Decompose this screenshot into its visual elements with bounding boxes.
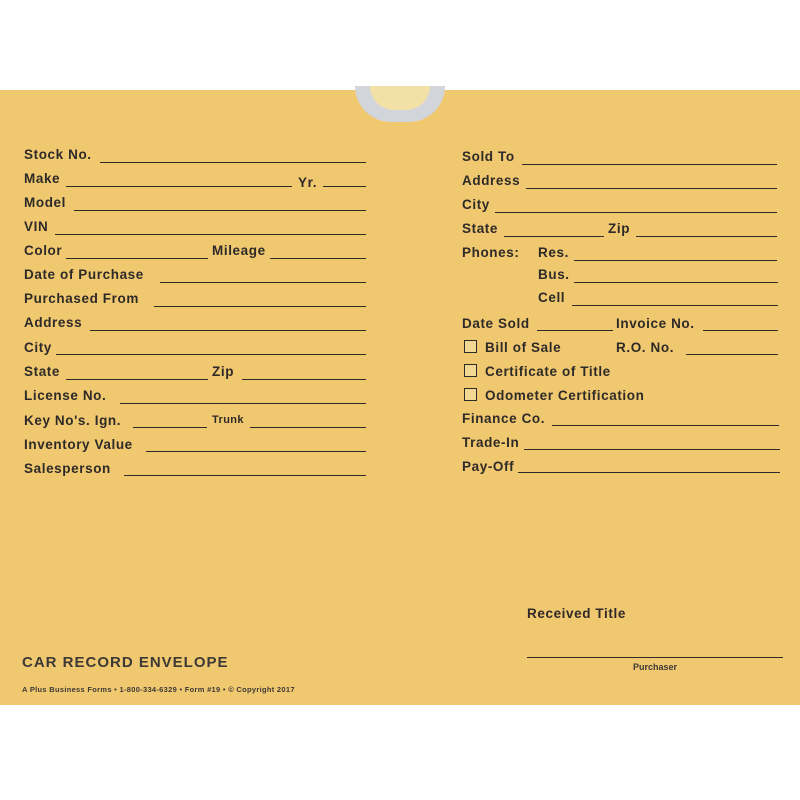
address-line[interactable] xyxy=(90,330,366,331)
pay-off-label: Pay-Off xyxy=(462,459,515,474)
address-label: Address xyxy=(24,315,83,330)
cell-label: Cell xyxy=(538,290,566,305)
purchaser-signature-line[interactable] xyxy=(527,657,783,658)
license-no-line[interactable] xyxy=(120,403,366,404)
sold-to-line[interactable] xyxy=(522,164,777,165)
buyer-city-label: City xyxy=(462,197,490,212)
zip-label: Zip xyxy=(212,364,235,379)
key-ign-line[interactable] xyxy=(133,427,207,428)
buyer-zip-line[interactable] xyxy=(636,236,777,237)
invoice-no-label: Invoice No. xyxy=(616,316,695,331)
stock-no-line[interactable] xyxy=(100,162,366,163)
sold-to-label: Sold To xyxy=(462,149,515,164)
ro-no-line[interactable] xyxy=(686,354,778,355)
bill-of-sale-label: Bill of Sale xyxy=(485,340,562,355)
purchased-from-label: Purchased From xyxy=(24,291,139,306)
odometer-certification-label: Odometer Certification xyxy=(485,388,645,403)
color-line[interactable] xyxy=(66,258,208,259)
salesperson-line[interactable] xyxy=(124,475,366,476)
model-label: Model xyxy=(24,195,66,210)
date-sold-line[interactable] xyxy=(537,330,613,331)
city-line[interactable] xyxy=(56,354,366,355)
received-title-label: Received Title xyxy=(527,606,626,621)
envelope xyxy=(0,90,800,705)
mileage-line[interactable] xyxy=(270,258,366,259)
yr-line[interactable] xyxy=(323,186,366,187)
certificate-of-title-label: Certificate of Title xyxy=(485,364,611,379)
buyer-state-label: State xyxy=(462,221,499,236)
buyer-address-label: Address xyxy=(462,173,521,188)
model-line[interactable] xyxy=(74,210,366,211)
buyer-state-line[interactable] xyxy=(504,236,604,237)
trunk-line[interactable] xyxy=(250,427,366,428)
bus-line[interactable] xyxy=(574,282,778,283)
stock-no-label: Stock No. xyxy=(24,147,92,162)
trunk-label: Trunk xyxy=(212,414,244,426)
date-sold-label: Date Sold xyxy=(462,316,530,331)
state-line[interactable] xyxy=(66,379,208,380)
phones-label: Phones: xyxy=(462,245,520,260)
background-bottom xyxy=(0,705,800,800)
vin-line[interactable] xyxy=(55,234,366,235)
form-footer: A Plus Business Forms • 1-800-334-6329 • Form #19 • © Copyright 2017 xyxy=(22,685,295,694)
inventory-value-label: Inventory Value xyxy=(24,437,133,452)
yr-label: Yr. xyxy=(298,175,318,190)
finance-co-label: Finance Co. xyxy=(462,411,546,426)
city-label: City xyxy=(24,340,52,355)
date-of-purchase-label: Date of Purchase xyxy=(24,267,144,282)
ro-no-label: R.O. No. xyxy=(616,340,675,355)
vin-label: VIN xyxy=(24,219,49,234)
buyer-address-line[interactable] xyxy=(526,188,777,189)
mileage-label: Mileage xyxy=(212,243,266,258)
pay-off-line[interactable] xyxy=(518,472,780,473)
state-label: State xyxy=(24,364,61,379)
date-of-purchase-line[interactable] xyxy=(160,282,366,283)
bus-label: Bus. xyxy=(538,267,570,282)
zip-line[interactable] xyxy=(242,379,366,380)
inventory-value-line[interactable] xyxy=(146,451,366,452)
bill-of-sale-checkbox[interactable] xyxy=(464,340,477,353)
buyer-city-line[interactable] xyxy=(495,212,777,213)
license-no-label: License No. xyxy=(24,388,107,403)
odometer-certification-checkbox[interactable] xyxy=(464,388,477,401)
buyer-zip-label: Zip xyxy=(608,221,631,236)
salesperson-label: Salesperson xyxy=(24,461,111,476)
finance-co-line[interactable] xyxy=(552,425,779,426)
res-line[interactable] xyxy=(574,260,777,261)
invoice-no-line[interactable] xyxy=(703,330,778,331)
trade-in-label: Trade-In xyxy=(462,435,520,450)
purchased-from-line[interactable] xyxy=(154,306,366,307)
purchaser-caption: Purchaser xyxy=(633,662,678,672)
make-label: Make xyxy=(24,171,61,186)
make-line[interactable] xyxy=(66,186,292,187)
form-title: CAR RECORD ENVELOPE xyxy=(22,654,229,671)
key-nos-ign-label: Key No's. Ign. xyxy=(24,413,122,428)
color-label: Color xyxy=(24,243,63,258)
res-label: Res. xyxy=(538,245,569,260)
cell-line[interactable] xyxy=(572,305,778,306)
trade-in-line[interactable] xyxy=(524,449,780,450)
certificate-of-title-checkbox[interactable] xyxy=(464,364,477,377)
